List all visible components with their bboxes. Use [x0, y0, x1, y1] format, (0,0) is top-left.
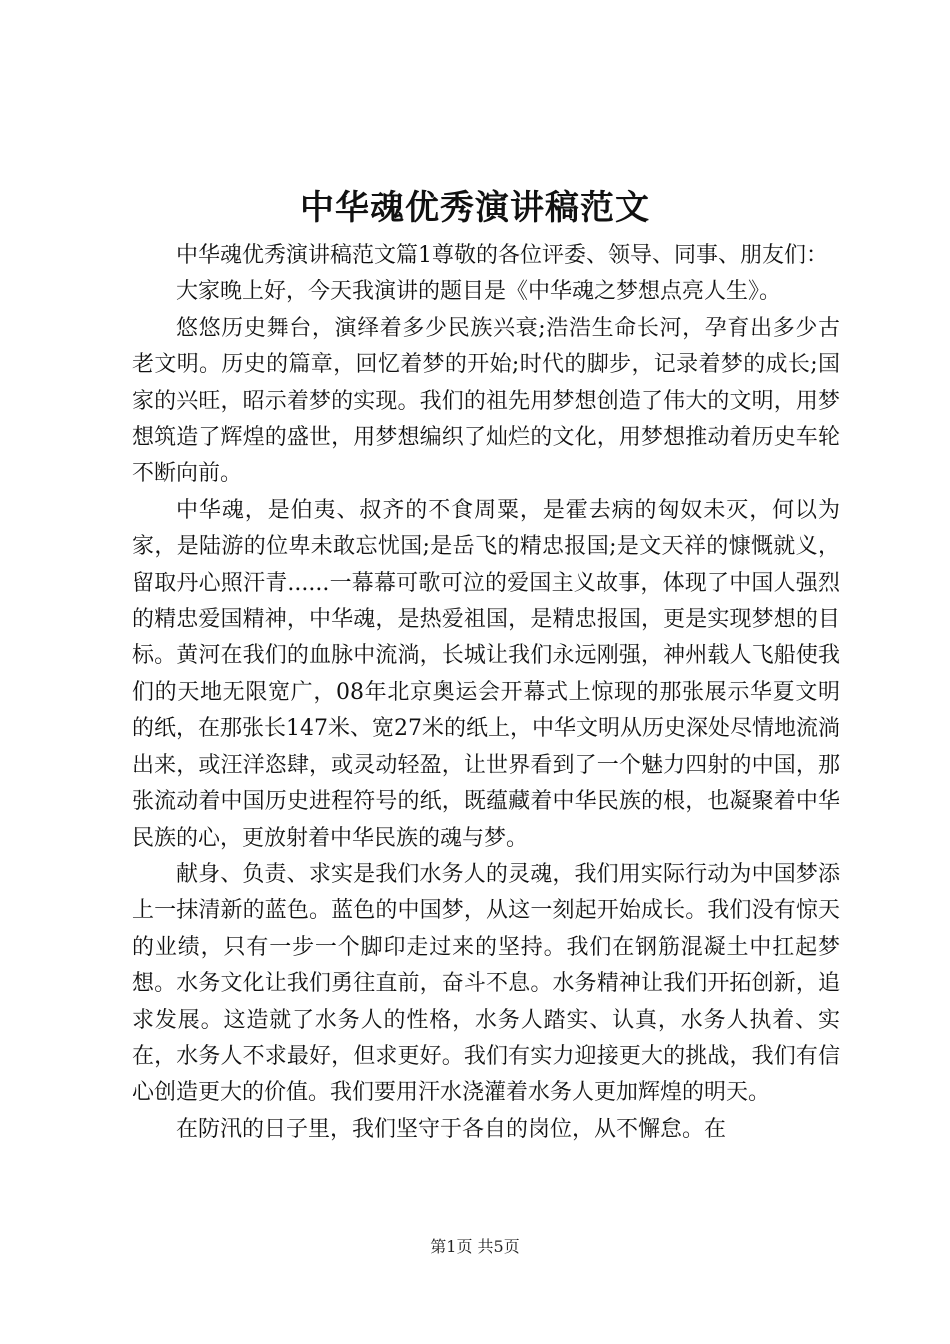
paragraph: 献身、负责、求实是我们水务人的灵魂，我们用实际行动为中国梦添上一抹清新的蓝色。蓝色的中国梦，从这一刻起开始成长。我们没有惊天的业绩，只有一步一个脚印走过来的坚持。我们在钢筋混凝土中扛起梦想。水务文化让我们勇往直前，奋斗不息。水务精神让我们开拓创新，追求发展。这造就了水务人的性格，水务人踏实、认真，水务人执着、实在，水务人不求最好，但求更好。我们有实力迎接更大的挑战，我们有信心创造更大的价值。我们要用汗水浇灌着水务人更加辉煌的明天。 [132, 861, 840, 1106]
page-footer: 第1页 共5页 [430, 1237, 520, 1256]
document-body [132, 238, 840, 1148]
paragraph: 在防汛的日子里，我们坚守于各自的岗位，从不懈怠。在 [176, 1116, 727, 1142]
paragraph: 中华魂，是伯夷、叔齐的不食周粟，是霍去病的匈奴未灭，何以为家，是陆游的位卑未敢忘忧国;是岳飞的精忠报国;是文天祥的慷慨就义，留取丹心照汗青......一幕幕可歌可泣的爱国主义故事，体现了中国人强烈的精忠爱国精神，中华魂，是热爱祖国，是精忠报国，更是实现梦想的目标。黄河在我们的血脉中流淌，长城让我们永远刚强，神州载人飞船使我们的天地无限宽广，08年北京奥运会开幕式上惊现的那张展示华夏文明的纸，在那张长147米、宽27米的纸上，中华文明从历史深处尽情地流淌出来，或汪洋恣肆，或灵动轻盈，让世界看到了一个魅力四射的中国，那张流动着中国历史进程符号的纸，既蕴藏着中华民族的根，也凝聚着中华民族的心，更放射着中华民族的魂与梦。 [132, 497, 840, 851]
paragraph: 中华魂优秀演讲稿范文篇1尊敬的各位评委、领导、同事、朋友们： [176, 243, 828, 268]
paragraph: 悠悠历史舞台，演绎着多少民族兴衰;浩浩生命长河，孕育出多少古老文明。历史的篇章，回忆着梦的开始;时代的脚步，记录着梦的成长;国家的兴旺，昭示着梦的实现。我们的祖先用梦想创造了伟大的文明，用梦想筑造了辉煌的盛世，用梦想编织了灿烂的文化，用梦想推动着历史车轮不断向前。 [132, 315, 840, 487]
paragraph: 大家晚上好，今天我演讲的题目是《中华魂之梦想点亮人生》。 [176, 279, 782, 305]
document-title: 中华魂优秀演讲稿范文 [300, 188, 650, 228]
